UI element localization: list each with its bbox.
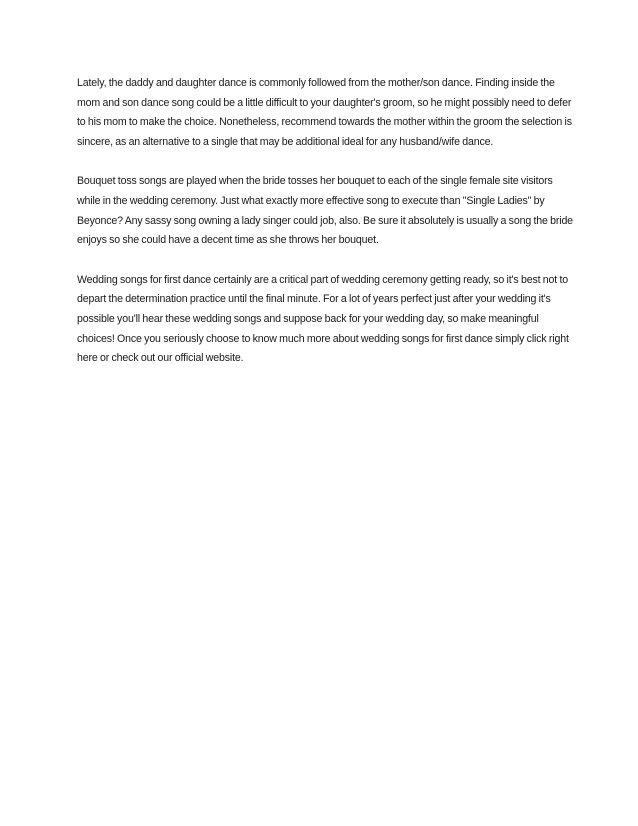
paragraph-bouquet-toss: Bouquet toss songs are played when the bride tosses her bouquet to each of the single female site visitors while in the wedding ceremony. Just what exactly more effective song to execute than "Single Ladies" by Beyonce? Any sassy song owning a lady singer could job, also. Be sure it absolutely is usually a song the bride enjoys so she could have a decent time as she throws her bouquet. (77, 175, 573, 247)
paragraph-first-dance: Wedding songs for first dance certainly are a critical part of wedding ceremony getting ready, so it's best not to depart the determination practice until the final minute. For a lot of years perfect just after your wedding it's possible you'll hear these wedding songs and suppose back for your wedding day, so make meaningful choices! Once you seriously choose to know much more about wedding songs for first dance simply click right here or check out our official website. (77, 273, 569, 365)
paragraph-father-daughter-dance: Lately, the daddy and daughter dance is commonly followed from the mother/son dance. Finding inside the mom and son dance song could be a little difficult to your daughter's groom, so he might possibly need to defer to his mom to make the choice. Nonetheless, recommend towards the mother within the groom the selection is sincere, as an alternative to a single that may be additional ideal for any husband/wife dance. (77, 77, 572, 148)
document-body (77, 74, 573, 369)
